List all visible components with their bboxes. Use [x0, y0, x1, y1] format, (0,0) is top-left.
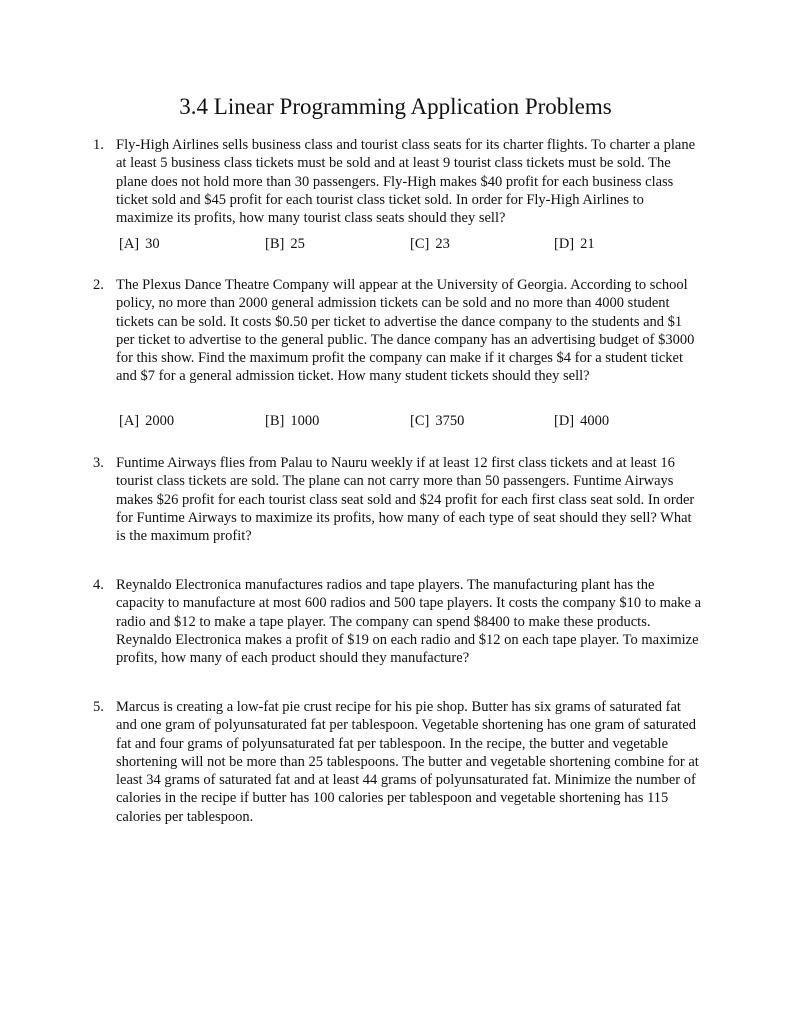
choice-c: [C] 3750	[410, 413, 465, 429]
choice-b: [B] 1000	[265, 413, 320, 429]
choice-d: [D] 21	[554, 236, 595, 252]
problem-text: Funtime Airways flies from Palau to Nauru weekly if at least 12 first class tickets and at least 16 tourist class tickets are sold. The plane can not carry more than 50 passengers. Funtime Airways makes $26 profit for each tourist class seat sold and $24 profit for each first class seat sold. In order for Funtime Airways to maximize its profits, how many of each type of seat should they sell? What is the maximum profit?	[116, 455, 695, 545]
choice-b: [B] 25	[265, 236, 305, 252]
problem-5	[93, 698, 705, 838]
problem-4	[93, 576, 705, 676]
choice-d: [D] 4000	[554, 413, 610, 429]
problem-number: 1.	[93, 137, 104, 153]
problem-number: 3.	[93, 455, 104, 471]
problem-number: 4.	[93, 577, 104, 593]
problem-3	[93, 454, 705, 554]
problem-text: Marcus is creating a low-fat pie crust recipe for his pie shop. Butter has six grams of saturated fat and one gram of polyunsaturated fat per tablespoon. Vegetable shortening has one gram of saturated fat and four grams of polyunsaturated fat per tablespoon. In the recipe, the butter and vegetable shortening will not be more than 25 tablespoons. The butter and vegetable shortening combine for at least 34 grams of saturated fat and at least 44 grams of polyunsaturated fat. Minimize the number of calories in the recipe if butter has 100 calories per tablespoon and vegetable shortening has 115 calories per tablespoon.	[116, 699, 699, 825]
page-title: 3.4 Linear Programming Application Problems	[179, 94, 612, 119]
choice-a: [A] 2000	[119, 413, 175, 429]
problem-text: Fly-High Airlines sells business class and tourist class seats for its charter flights. To charter a plane at least 5 business class tickets must be sold and at least 9 tourist class tickets must be sold. The plane does not hold more than 30 passengers. Fly-High makes $40 profit for each business class ticket sold and $45 profit for each tourist class ticket sold. In order for Fly-High Airlines to maximize its profits, how many tourist class seats should they sell?	[116, 137, 696, 227]
problem-number: 5.	[93, 699, 104, 715]
problem-1	[93, 136, 705, 256]
problem-text: Reynaldo Electronica manufactures radios and tape players. The manufacturing plant has the capacity to manufacture at most 600 radios and 500 tape players. It costs the company $10 to make a radio and $12 to make a tape player. The company can spend $8400 to make these products. Reynaldo Electronica makes a profit of $19 on each radio and $12 on each tape player. To maximize profits, how many of each product should they manufacture?	[116, 577, 702, 667]
problem-2	[93, 276, 705, 436]
problem-number: 2.	[93, 277, 104, 293]
choice-a: [A] 30	[119, 236, 160, 252]
problem-text: The Plexus Dance Theatre Company will appear at the University of Georgia. According to school policy, no more than 2000 general admission tickets can be sold and no more than 4000 student tickets can be sold. It costs $0.50 per ticket to advertise the dance company to the students and $1 per ticket to advertise to the general public. The dance company has an advertising budget of $3000 for this show. Find the maximum profit the company can make if it charges $4 for a student ticket and $7 for a general admission ticket. How many student tickets should they sell?	[116, 277, 695, 385]
choice-c: [C] 23	[410, 236, 450, 252]
